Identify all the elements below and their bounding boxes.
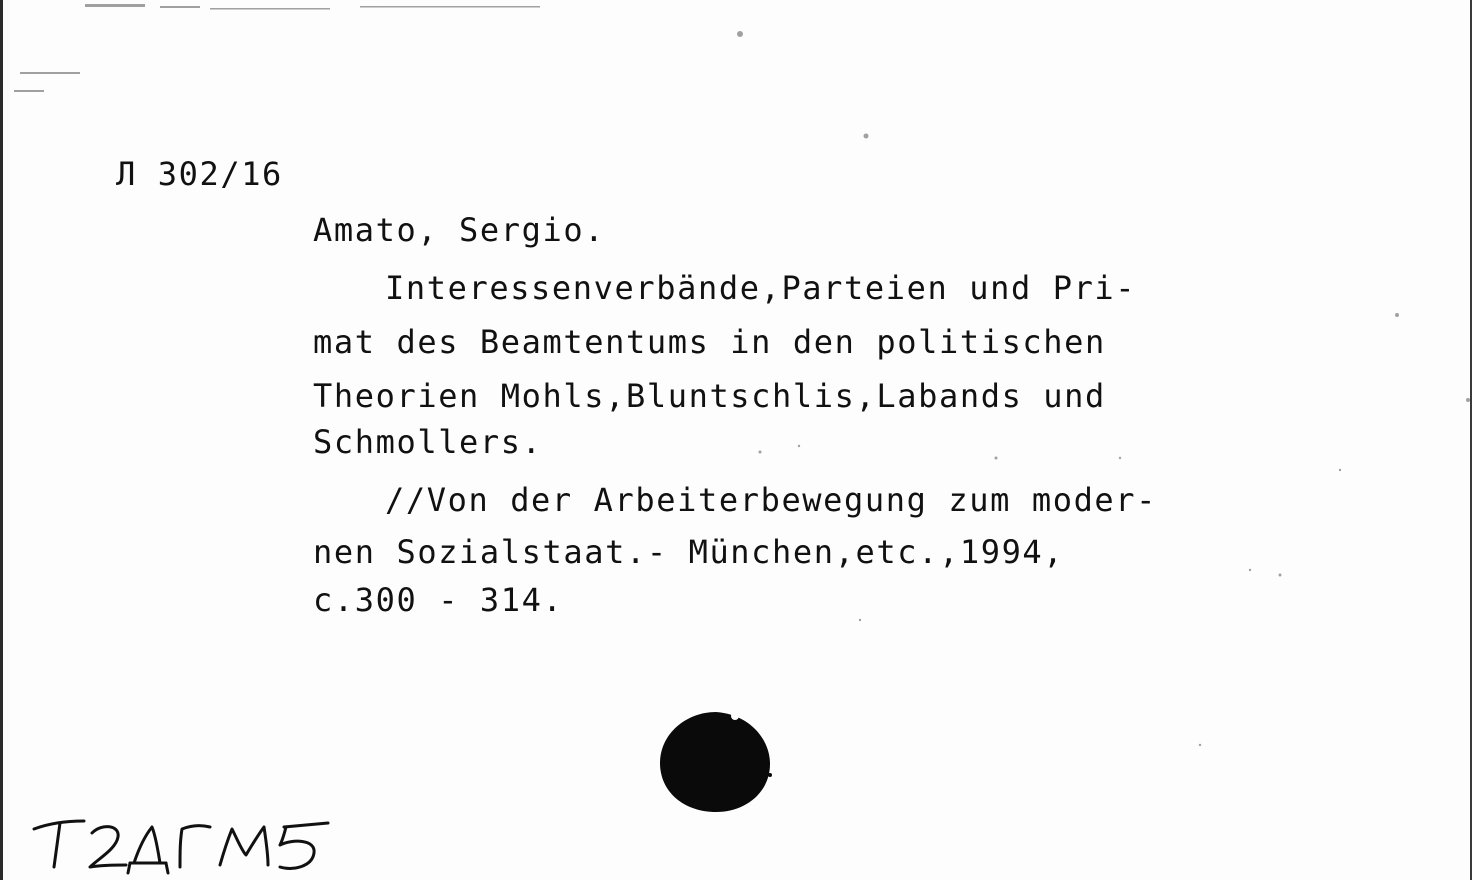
source-line-3: c.300 - 314. [313, 581, 564, 619]
source-line-1: //Von der Arbeiterbewegung zum moder- [385, 481, 1158, 519]
title-line-3: Theorien Mohls,Bluntschlis,Labands und [313, 377, 1106, 415]
author-heading: Amato, Sergio. [313, 211, 606, 249]
handwritten-shelfmark [30, 815, 350, 877]
title-line-4: Schmollers. [313, 423, 543, 461]
call-number: Л 302/16 [116, 155, 283, 193]
source-line-2: nen Sozialstaat.- München,etc.,1994, [313, 533, 1065, 571]
title-line-2: mat des Beamtentums in den politischen [313, 323, 1106, 361]
title-line-1: Interessenverbände,Parteien und Pri- [385, 269, 1137, 307]
